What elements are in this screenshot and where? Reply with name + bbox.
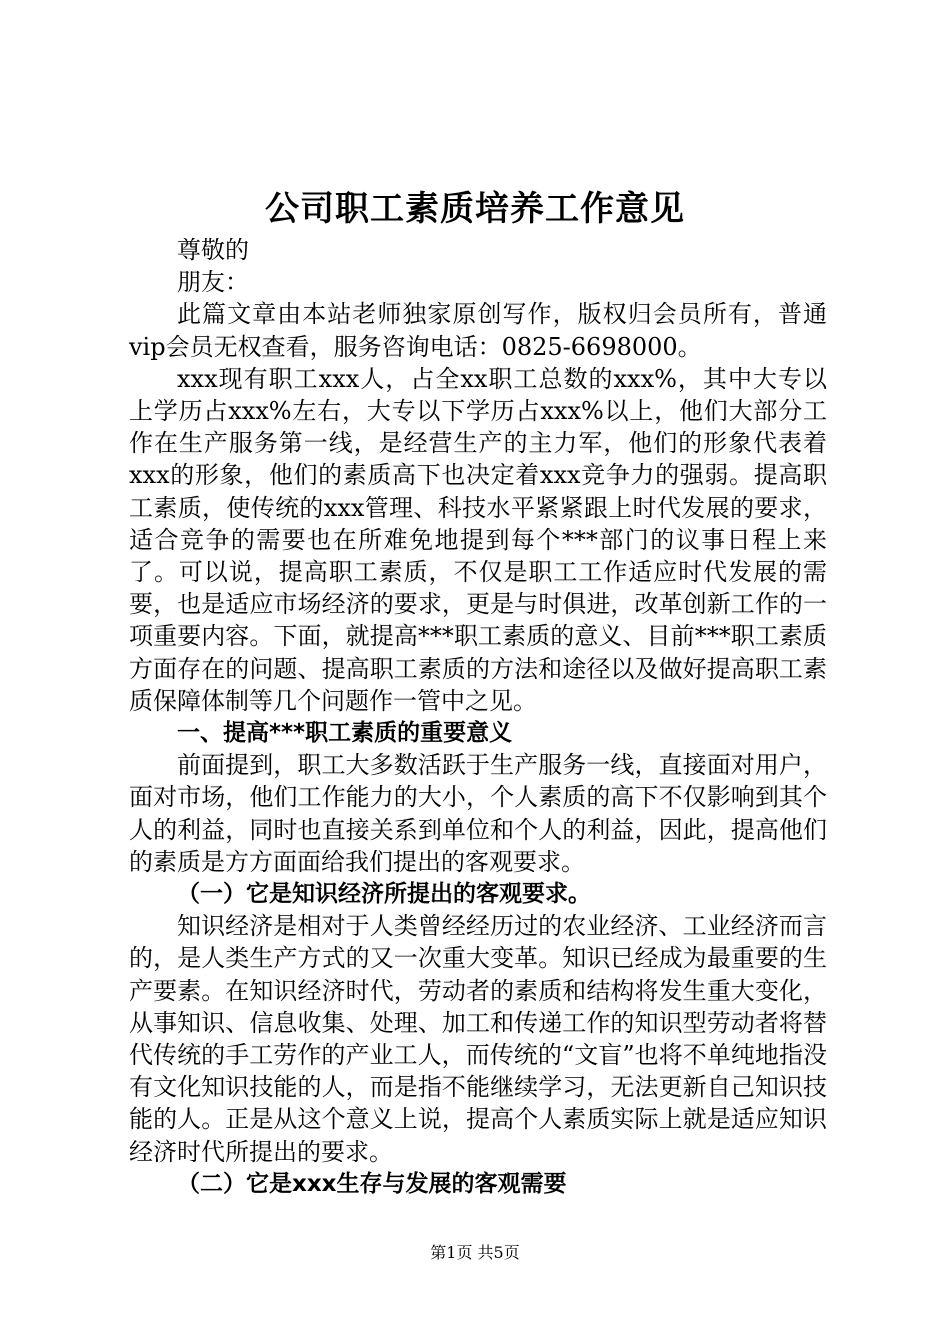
document-body	[129, 234, 827, 1200]
copyright-paragraph: 此篇文章由本站老师独家原创写作，版权归会员所有，普通vip会员无权查看，服务咨询电话：0825-6698000。	[129, 300, 827, 361]
document-title: 公司职工素质培养工作意见	[265, 189, 685, 229]
page-number-footer: 第1页 共5页	[430, 1243, 520, 1262]
body-paragraph: 知识经济是相对于人类曾经经历过的农业经济、工业经济而言的，是人类生产方式的又一次重大变革。知识已经成为最重要的生产要素。在知识经济时代，劳动者的素质和结构将发生重大变化，从事知识、信息收集、处理、加工和传递工作的知识型劳动者将替代传统的手工劳作的产业工人，而传统的“文盲”也将不单纯地指没有文化知识技能的人，而是指不能继续学习，无法更新自己知识技能的人。正是从这个意义上说，提高个人素质实际上就是适应知识经济时代所提出的要求。	[129, 912, 827, 1166]
body-paragraph: 前面提到，职工大多数活跃于生产服务一线，直接面对用户，面对市场，他们工作能力的大小，个人素质的高下不仅影响到其个人的利益，同时也直接关系到单位和个人的利益，因此，提高他们的素质是方方面面给我们提出的客观要求。	[129, 751, 827, 876]
subsection-heading: （二）它是xxx生存与发展的客观需要	[177, 1170, 567, 1197]
intro-paragraph: xxx现有职工xxx人，占全xx职工总数的xxx%，其中大专以上学历占xxx%左右，大专以下学历占xxx%以上，他们大部分工作在生产服务第一线，是经营生产的主力军，他们的形象代表着xxx的形象，他们的素质高下也决定着xxx竞争力的强弱。提高职工素质，使传统的xxx管理、科技水平紧紧跟上时代发展的要求，适合竞争的需要也在所难免地提到每个***部门的议事日程上来了。可以说，提高职工素质，不仅是职工工作适应时代发展的需要，也是适应市场经济的要求，更是与时俱进，改革创新工作的一项重要内容。下面，就提高***职工素质的意义、目前***职工素质方面存在的问题、提高职工素质的方法和途径以及做好提高职工素质保障体制等几个问题作一管中之见。	[129, 364, 827, 715]
section-heading: 一、提高***职工素质的重要意义	[177, 720, 513, 747]
greeting-line: 尊敬的	[177, 236, 249, 264]
subsection-heading: （一）它是知识经济所提出的客观要求。	[177, 881, 591, 908]
greeting-line: 朋友：	[177, 268, 249, 297]
